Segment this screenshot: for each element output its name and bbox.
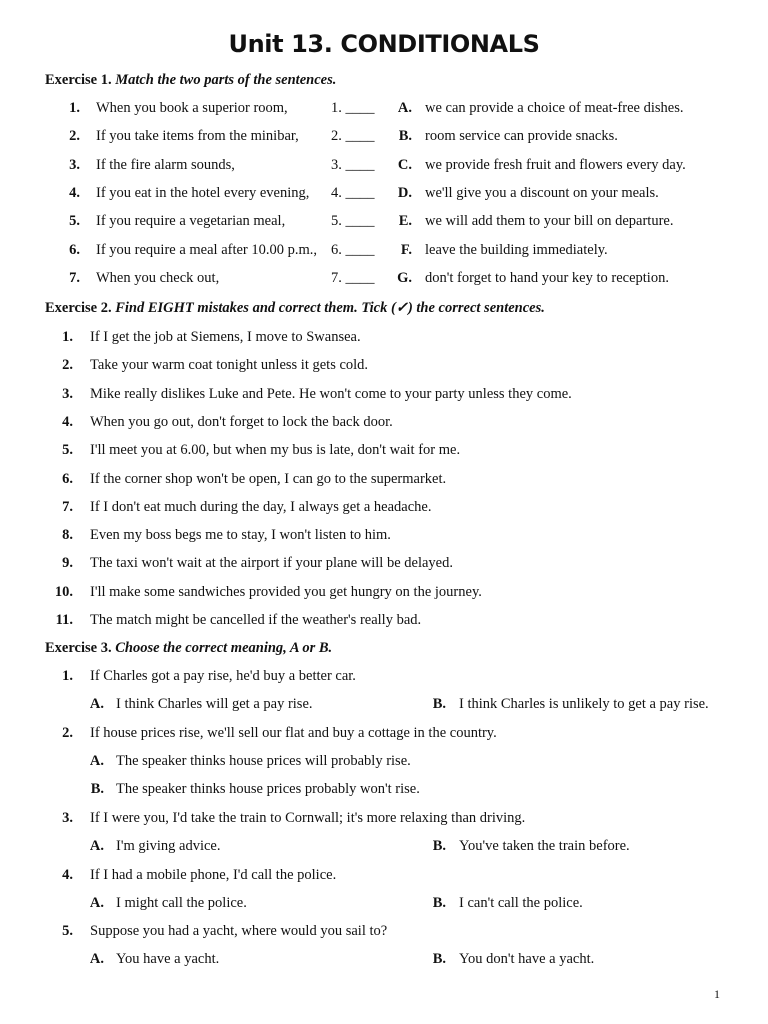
- option-b-label: B.: [432, 895, 446, 911]
- exercise-2-heading: [45, 300, 545, 317]
- question-number: 1.: [62, 668, 73, 684]
- exercise-2-label: Exercise 2.: [45, 300, 112, 316]
- answer-blank: 6. ____: [331, 241, 375, 258]
- option-b-label: B.: [432, 838, 446, 854]
- exercise-1-instruction: Match the two parts of the sentences.: [115, 72, 337, 88]
- answer-blank: 5. ____: [331, 213, 375, 230]
- sentence-end: room service can provide snacks.: [425, 128, 618, 145]
- page-number: 1: [714, 987, 720, 1001]
- sentence-start: When you book a superior room,: [96, 100, 288, 116]
- question-text: If house prices rise, we'll sell our flat and buy a cottage in the country.: [90, 725, 497, 741]
- item-number: 4.: [62, 413, 73, 430]
- sentence-text: If the corner shop won't be open, I can go to the supermarket.: [90, 470, 447, 487]
- item-number: 8.: [62, 527, 73, 544]
- question-text: If I had a mobile phone, I'd call the police.: [90, 867, 337, 883]
- option-letter: E.: [398, 213, 412, 230]
- sentence-start: If you require a vegetarian meal,: [96, 213, 286, 230]
- sentence-start: If you require a meal after 10.00 p.m.,: [96, 241, 318, 258]
- sentence-start: When you check out,: [96, 269, 220, 286]
- option-a-text: The speaker thinks house prices will probably rise.: [116, 753, 411, 769]
- option-a-label: A.: [89, 696, 104, 712]
- option-b-text: I think Charles is unlikely to get a pay rise.: [459, 696, 709, 712]
- question-number: 3.: [62, 810, 73, 826]
- sentence-text: Mike really dislikes Luke and Pete. He won't come to your party unless they come.: [90, 385, 572, 402]
- sentence-end: we'll give you a discount on your meals.: [425, 184, 659, 201]
- option-letter: F.: [400, 241, 412, 258]
- item-number: 6.: [62, 470, 73, 487]
- option-b-text: The speaker thinks house prices probably won't rise.: [116, 781, 420, 797]
- item-number: 1.: [69, 100, 80, 116]
- item-number: 11.: [55, 612, 73, 628]
- sentence-text: I'll meet you at 6.00, but when my bus is late, don't wait for me.: [90, 442, 461, 459]
- option-a-text: I think Charles will get a pay rise.: [116, 696, 313, 712]
- question-text: If Charles got a pay rise, he'd buy a better car.: [90, 668, 356, 684]
- option-b-text: I can't call the police.: [459, 895, 583, 911]
- option-b-text: You don't have a yacht.: [459, 951, 595, 967]
- sentence-start: If the fire alarm sounds,: [96, 156, 235, 173]
- answer-blank: 1. ____: [331, 100, 375, 116]
- option-b-text: You've taken the train before.: [459, 838, 630, 854]
- item-number: 5.: [62, 442, 73, 459]
- exercise-3-heading: [45, 640, 332, 657]
- option-a-label: A.: [89, 895, 104, 911]
- question-number: 4.: [62, 867, 73, 883]
- answer-blank: 4. ____: [331, 184, 375, 201]
- option-a-text: I might call the police.: [116, 895, 247, 911]
- sentence-text: The taxi won't wait at the airport if your plane will be delayed.: [90, 555, 453, 572]
- sentence-end: we will add them to your bill on departure.: [425, 213, 674, 230]
- answer-blank: 2. ____: [331, 128, 375, 145]
- exercise-3-instruction: Choose the correct meaning, A or B.: [115, 640, 333, 656]
- option-b-label: B.: [90, 781, 104, 797]
- sentence-end: leave the building immediately.: [425, 241, 608, 258]
- sentence-end: we can provide a choice of meat-free dishes.: [425, 100, 684, 116]
- sentence-text: Even my boss begs me to stay, I won't listen to him.: [90, 527, 391, 544]
- option-letter: B.: [398, 128, 412, 145]
- option-letter: C.: [397, 156, 412, 173]
- item-number: 7.: [62, 498, 73, 515]
- question-number: 5.: [62, 923, 73, 939]
- item-number: 9.: [62, 555, 73, 572]
- option-letter: A.: [397, 100, 412, 116]
- item-number: 3.: [69, 156, 80, 173]
- option-a-text: You have a yacht.: [116, 951, 220, 967]
- option-a-label: A.: [89, 753, 104, 769]
- option-a-text: I'm giving advice.: [116, 838, 221, 854]
- exercise-1-label: Exercise 1.: [45, 72, 112, 88]
- sentence-text: When you go out, don't forget to lock the back door.: [90, 413, 393, 430]
- sentence-text: I'll make some sandwiches provided you get hungry on the journey.: [90, 583, 482, 600]
- item-number: 6.: [69, 241, 80, 258]
- page-title: Unit 13. CONDITIONALS: [228, 30, 540, 58]
- question-number: 2.: [62, 725, 73, 741]
- sentence-start: If you eat in the hotel every evening,: [96, 184, 310, 201]
- item-number: 2.: [62, 357, 73, 374]
- exercise-2-instruction: Find EIGHT mistakes and correct them. Tick (✓) the correct sentences.: [115, 300, 545, 316]
- answer-blank: 7. ____: [331, 269, 375, 286]
- option-letter: D.: [397, 184, 412, 201]
- item-number: 3.: [62, 385, 73, 402]
- sentence-end: don't forget to hand your key to reception.: [425, 269, 669, 286]
- sentence-text: If I don't eat much during the day, I always get a headache.: [90, 498, 432, 515]
- answer-blank: 3. ____: [331, 156, 375, 173]
- question-text: If I were you, I'd take the train to Cornwall; it's more relaxing than driving.: [90, 810, 526, 826]
- item-number: 4.: [69, 184, 80, 201]
- sentence-end: we provide fresh fruit and flowers every day.: [425, 156, 686, 173]
- option-a-label: A.: [89, 838, 104, 854]
- option-letter: G.: [397, 269, 412, 286]
- option-a-label: A.: [89, 951, 104, 967]
- exercise-1-heading: [45, 72, 336, 89]
- question-text: Suppose you had a yacht, where would you sail to?: [90, 923, 388, 939]
- item-number: 5.: [69, 213, 80, 230]
- item-number: 7.: [69, 269, 80, 286]
- item-number: 2.: [69, 128, 80, 145]
- item-number: 1.: [62, 329, 73, 345]
- sentence-text: Take your warm coat tonight unless it gets cold.: [90, 357, 369, 374]
- sentence-text: The match might be cancelled if the weather's really bad.: [90, 612, 422, 628]
- exercise-3-label: Exercise 3.: [45, 640, 112, 656]
- item-number: 10.: [54, 583, 73, 600]
- sentence-text: If I get the job at Siemens, I move to Swansea.: [90, 329, 361, 345]
- option-b-label: B.: [432, 951, 446, 967]
- option-b-label: B.: [432, 696, 446, 712]
- sentence-start: If you take items from the minibar,: [96, 128, 299, 145]
